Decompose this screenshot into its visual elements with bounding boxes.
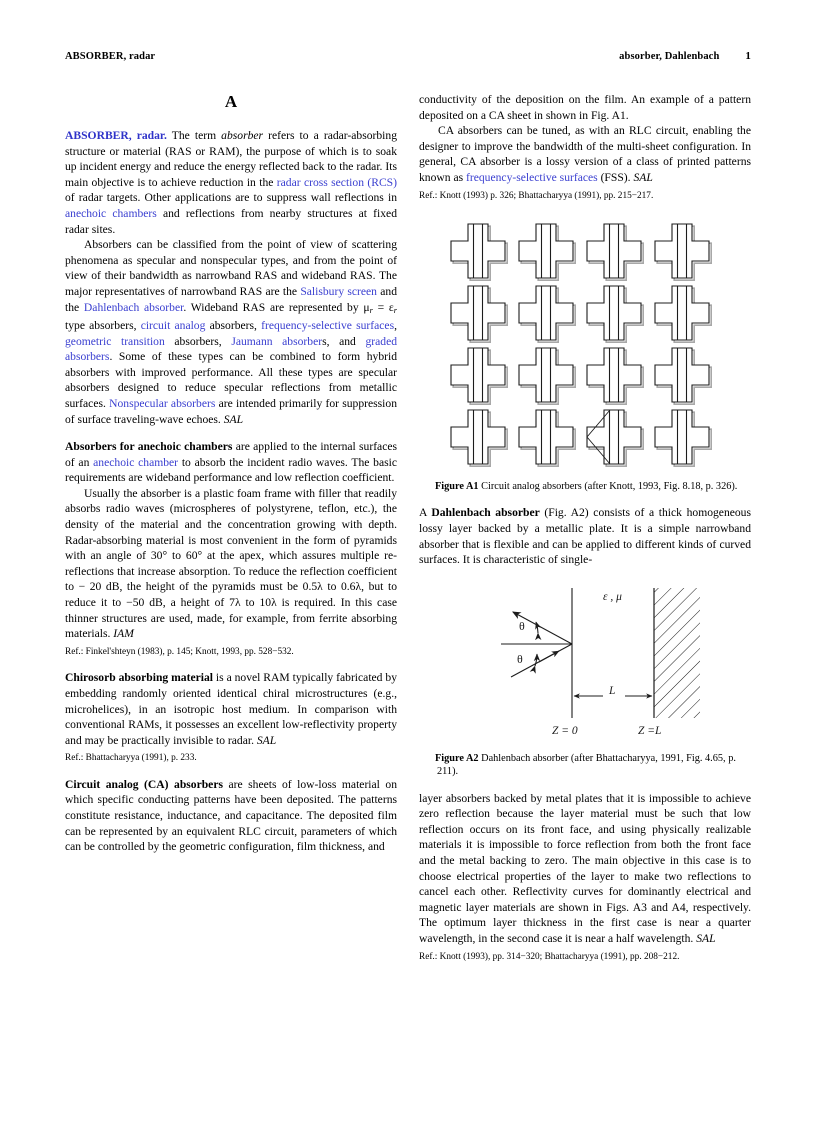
entry-title-absorber-radar: ABSORBER, radar. — [65, 129, 167, 142]
text-run: absorbers, — [205, 318, 262, 332]
xref-salisbury-screen[interactable]: Salisbury screen — [300, 284, 377, 298]
figure-a2-caption — [419, 752, 751, 779]
text-run: A — [419, 506, 432, 520]
text-run: to absorb the incident radio waves. The basic requirements are wideband performance and low reflection coefficient. — [65, 455, 397, 485]
text-run: (Fig. A2) consists of a thick homogeneous lossy layer backed by a metallic plate. It is a simple narrowband absorber that is flexible and can be applied to different kinds of curved surfaces. It is characteristic of single- — [419, 506, 751, 567]
figure-a2-image — [419, 582, 751, 744]
text-run: Absorbers can be classified from the point of view of scattering phenomena as specular and nonspecular types, and from the point of view of their bandwidth as narrowband RAS and wideband RAS. The major representatives of narrowband RAS are the — [65, 238, 397, 298]
text-run: layer absorbers backed by metal plates that it is impossible to achieve zero reflection because the layer material must be such that low reflection occurs on its front face, and using physically realizable materials it is impossible to force reflection from both the front face and the metal backing to zero. The main objective in this case is to choose electrical properties of the layer to make two reflections to cancel each other. Reflectivity curves for dominantly electrical and magnetic layer materials are shown in Figs. A3 and A4, respectively. The optimum layer thickness in the first case is near a quarter wavelength, in the second case it is near a half wavelength. — [419, 791, 751, 945]
xref-radar-cross-section[interactable]: radar cross section (RCS) — [276, 175, 397, 189]
text-run: The term — [166, 129, 222, 142]
contributor-initials: IAM — [113, 627, 134, 641]
angle-arc-lower — [535, 654, 537, 666]
entry-title-absorbers-anechoic-chambers: Absorbers for anechoic chambers — [65, 440, 233, 454]
cross-row-3 — [451, 348, 711, 404]
figure-a1-image — [419, 220, 751, 472]
subscript-r: r — [393, 305, 398, 315]
text-run: type absorbers, — [65, 318, 141, 332]
xref-jaumann-absorber[interactable]: Jaumann absorber — [231, 334, 323, 348]
page-number: 1 — [745, 50, 751, 62]
text-run: , — [394, 318, 397, 332]
metal-backing-plate — [654, 588, 700, 718]
subscript-r: r — [369, 305, 373, 315]
text-run: s, and — [322, 334, 366, 348]
xref-frequency-selective-surfaces[interactable]: frequency-selective surfaces — [466, 170, 598, 184]
medium-label: ε , μ — [603, 590, 622, 603]
text-run: (FSS). — [597, 170, 634, 184]
figure-a2-caption-text: Dahlenbach absorber (after Bhattacharyya, 1991, Fig. 4.65, p. 211). — [437, 752, 736, 778]
entry-title-circuit-analog: Circuit analog (CA) absorbers — [65, 777, 223, 791]
text-run: of radar targets. Other applications are to suppress wall reflections in — [65, 191, 397, 205]
entry-circuit-analog-para — [65, 777, 397, 855]
text-run: refers to a radar-absorbing structure or material (RAS or RAM), the purpose of which is to soak up incident energy and reduce the energy reflected back to the radar. Its main objective is to achieve reduction in the — [65, 129, 398, 189]
text-run: = ε — [372, 300, 394, 314]
reference-line-anechoic: Ref.: Finkel'shteyn (1983), p. 145; Knott, 1993, pp. 528−532. — [65, 646, 294, 657]
text-run: are applied to the internal surfaces of an — [65, 440, 397, 469]
xref-geometric-transition[interactable]: geometric transition — [65, 334, 165, 348]
reference-line-dahlenbach: Ref.: Knott (1993), pp. 314−320; Bhattacharyya (1991), pp. 208−212. — [419, 951, 680, 962]
figure-a1-label: Figure A1 — [435, 481, 479, 493]
figure-a1-caption-text: Circuit analog absorbers (after Knott, 1993, Fig. 8.18, p. 326). — [478, 481, 738, 493]
entry-title-chirosorb: Chirosorb absorbing material — [65, 671, 213, 685]
figure-a2-label: Figure A2 — [435, 752, 479, 764]
xref-nonspecular-absorbers[interactable]: Nonspecular absorbers — [109, 396, 216, 410]
dahlenbach-absorber-para — [419, 505, 751, 567]
text-run: is a novel RAM typically fabricated by embedding randomly oriented identical chiral microstructures (e.g., microhelices), in an isotropic host medium. In comparison with conventional RAMs, it possesses an excellent low-reflectivity property and may be practically invisible to radar. — [65, 671, 397, 747]
text-run: are sheets of low-loss material on which specific conducting patterns have been deposited. The patterns constitute resistance, inductance, and capacitance. The deposited film can be represented by an equivalent RLC circuit, parameters of which can be controlled by the geometric configuration, film thickness, and — [65, 777, 397, 854]
entry-anechoic-chambers-para-2 — [65, 486, 397, 642]
text-run: are intended primarily for suppression of surface traveling-wave echoes. — [65, 396, 397, 426]
xref-dahlenbach-absorber[interactable]: Dahlenbach absorber — [83, 300, 184, 314]
cross-row-4 — [451, 410, 711, 466]
section-letter-heading: A — [224, 92, 238, 111]
xref-anechoic-chamber[interactable]: anechoic chamber — [93, 455, 179, 469]
right-column-continuation-para: conductivity of the deposition on the film. An example of a pattern deposited on a CA sheet in shown in Fig. A1. — [419, 93, 751, 122]
entry-absorber-radar-para-1 — [65, 128, 397, 237]
ca-absorbers-tuning-para — [419, 123, 751, 185]
entry-absorber-radar-para-2 — [65, 237, 397, 427]
italic-term-absorber: absorber — [221, 129, 264, 142]
running-head-left: ABSORBER, radar — [65, 51, 156, 62]
xref-frequency-selective-surfaces[interactable]: frequency-selective surfaces — [261, 318, 395, 332]
text-run: and reflections from nearby structures at fixed radar sites. — [65, 206, 397, 236]
cross-row-2 — [451, 286, 711, 342]
contributor-initials: SAL — [696, 932, 716, 945]
text-run: and the — [65, 284, 397, 314]
two-column-body — [65, 92, 751, 963]
xref-anechoic-chambers[interactable]: anechoic chambers — [65, 206, 157, 220]
back-face-label: Z =L — [638, 724, 662, 737]
text-run: Usually the absorber is a plastic foam frame with filler that readily absorbs radio waves (microspheres of polystyrene, teflon, etc.), the density of the material and the concentration growing with depth. Radar-absorbing material is most convenient in the form of pyramids with an angle of 30° to 60° at the apex, which assures multiple re-reflections that increase absorption. To reduce the reflection coefficient to − 20 dB, the height of the pyramids must be 0.5λ to 0.6λ, but to reduce it to −50 dB, a height of 7λ to 10λ is required. In this case thinner structures are used, made, for example, from ferrite absorbing materials. — [65, 486, 397, 641]
xref-circuit-analog[interactable]: circuit analog — [140, 318, 206, 332]
text-run: . Wideband RAS are represented by μ — [183, 300, 370, 314]
front-face-label: Z = 0 — [552, 724, 578, 737]
theta-upper-label: θ — [519, 618, 525, 633]
incident-ray-arrow — [539, 651, 559, 662]
thickness-label: L — [609, 684, 616, 697]
angle-arc-upper — [536, 622, 538, 633]
theta-lower-label: θ — [517, 651, 523, 666]
contributor-initials: SAL — [256, 733, 277, 747]
cross-row-1 — [451, 224, 711, 280]
right-column — [419, 92, 751, 963]
reference-line-chirosorb: Ref.: Bhattacharyya (1991), p. 233. — [65, 753, 197, 764]
contributor-initials: SAL — [633, 170, 653, 184]
left-column — [65, 92, 397, 963]
text-run: absorbers, — [164, 334, 232, 348]
layer-absorbers-para — [419, 791, 751, 947]
reference-line-circuit-analog: Ref.: Knott (1993) p. 326; Bhattacharyya (1991), pp. 215−217. — [419, 190, 654, 201]
figure-a1-caption — [419, 480, 751, 493]
running-head-right: absorber, Dahlenbach — [619, 51, 720, 62]
entry-chirosorb-para — [65, 670, 397, 748]
column-gutter — [397, 92, 419, 963]
xref-graded-absorbers[interactable]: graded absorbers — [65, 334, 398, 364]
text-run: CA absorbers can be tuned, as with an RLC circuit, enabling the designer to improve the bandwidth of the multi-sheet configuration. In general, CA absorber is a lossy version of a class of printed patterns known as — [419, 124, 751, 184]
running-head — [65, 50, 751, 66]
entry-title-dahlenbach-absorber: Dahlenbach absorber — [431, 506, 540, 520]
entry-anechoic-chambers-para-1 — [65, 439, 397, 486]
text-run: . Some of these types can be combined to form hybrid absorbers with improved performance. All these types are specular absorbers designed to reduce specular reflections from metallic surfaces. — [65, 350, 397, 410]
contributor-initials: SAL — [223, 412, 244, 426]
